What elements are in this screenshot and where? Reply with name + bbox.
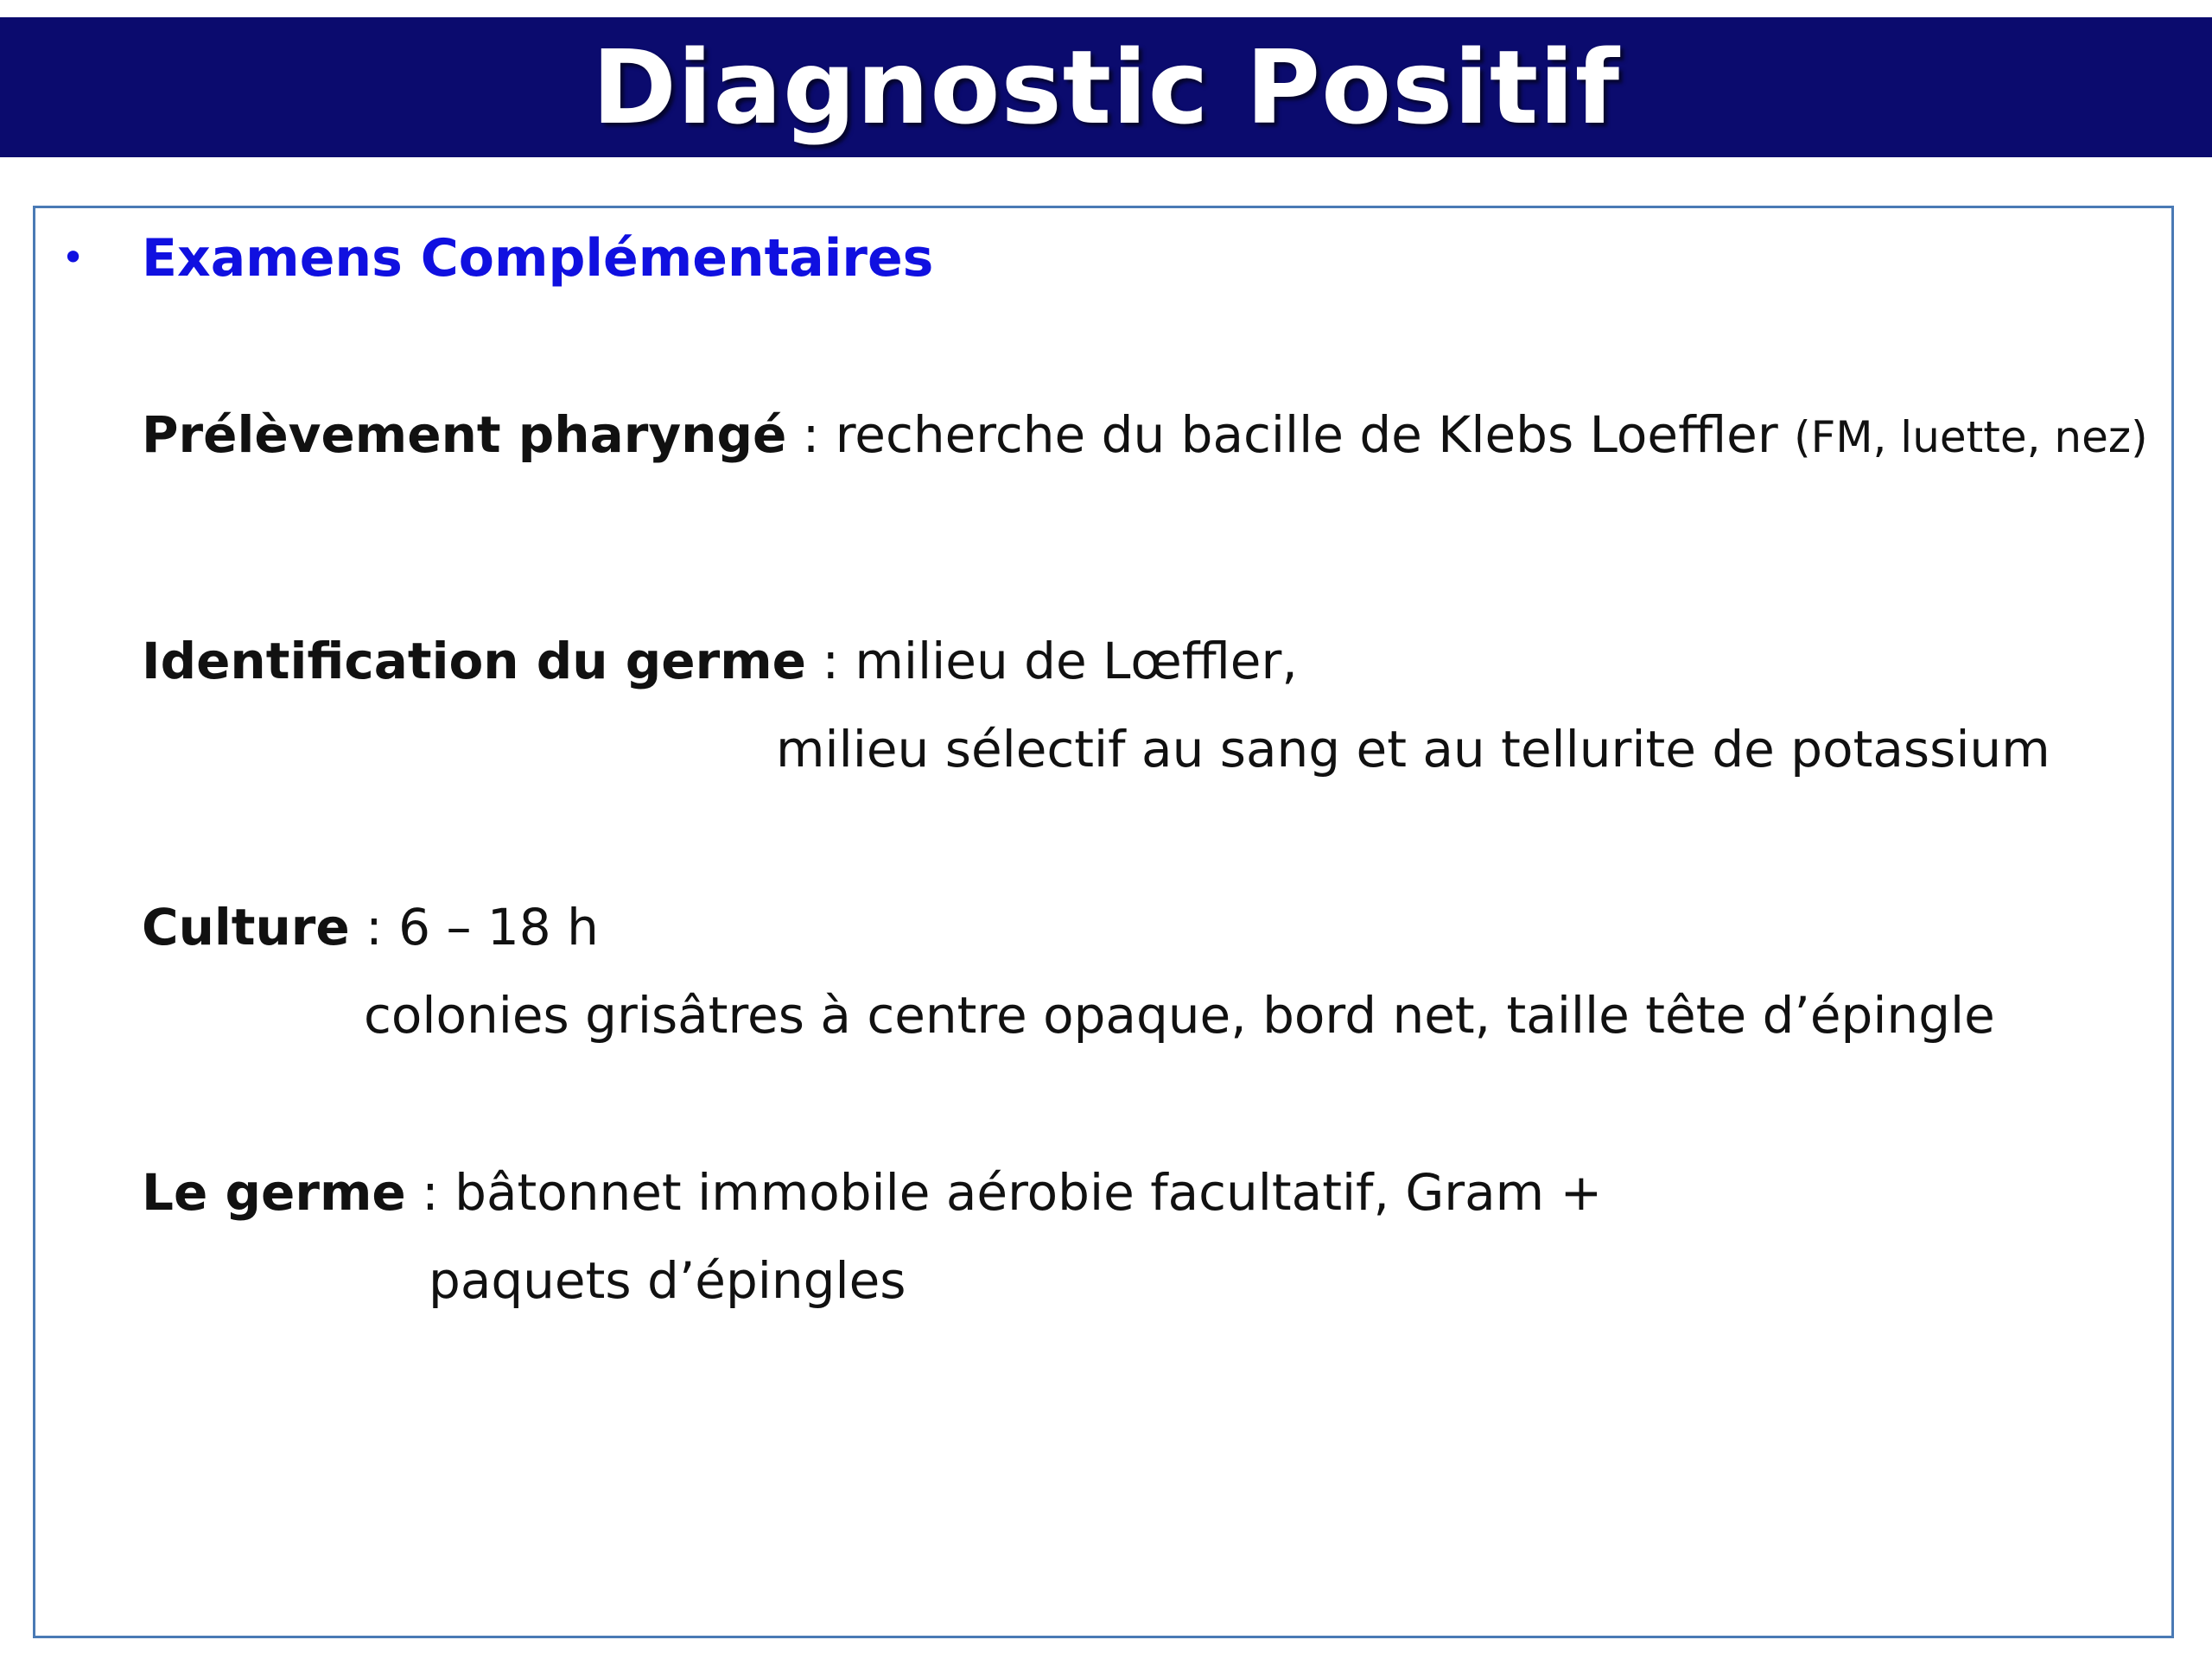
identification-line — [142, 632, 1298, 692]
prelevement-note: (FM, luette, nez) — [1794, 412, 2148, 462]
identification-label: Identification du germe — [142, 632, 807, 690]
section-heading: Examens Complémentaires — [142, 228, 934, 289]
germe-continuation: paquets d’épingles — [429, 1251, 906, 1310]
bullet-icon: • — [61, 234, 86, 281]
germe-line — [142, 1163, 1602, 1224]
content-box — [33, 206, 2174, 1638]
prelevement-label: Prélèvement pharyngé — [142, 405, 787, 464]
culture-label: Culture — [142, 898, 350, 957]
identification-continuation: milieu sélectif au sang et au tellurite de potassium — [776, 720, 2050, 779]
germe-text: : bâtonnet immobile aérobie facultatif, Gram + — [405, 1163, 1603, 1222]
culture-text: : 6 – 18 h — [349, 898, 599, 957]
germe-label: Le germe — [142, 1163, 406, 1222]
identification-text: : milieu de Lœffler, — [806, 632, 1298, 690]
title-bar — [0, 17, 2212, 157]
prelevement-text: : recherche du bacille de Klebs Loeffler — [786, 405, 1795, 464]
culture-line — [142, 898, 599, 958]
culture-continuation: colonies grisâtres à centre opaque, bord net, taille tête d’épingle — [364, 986, 1995, 1045]
prelevement-line — [142, 405, 2148, 466]
slide-title: Diagnostic Positif — [591, 28, 1621, 147]
